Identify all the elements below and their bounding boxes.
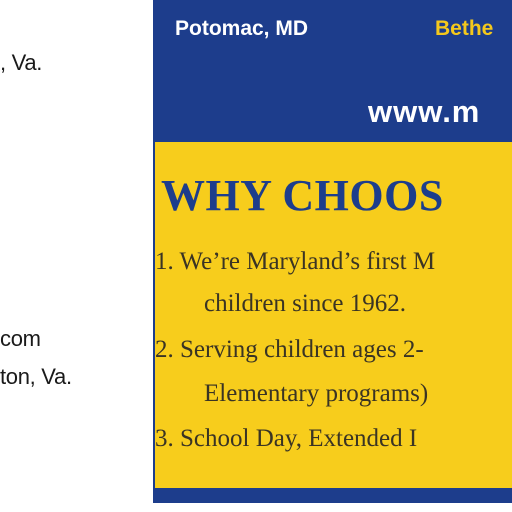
school-advertisement: [153, 0, 512, 503]
left-text-line-3: ton, Va.: [0, 364, 72, 389]
why-choose-headline: WHY CHOOS: [161, 171, 444, 220]
why-choose-box: [153, 140, 512, 490]
website-url[interactable]: www.m: [368, 94, 481, 129]
ad-top-strip: [153, 0, 512, 4]
list-item-2-cont: Elementary programs): [204, 380, 429, 407]
list-item-2: 2. Serving children ages 2-: [155, 336, 424, 363]
location-bethesda: Bethe: [435, 17, 494, 40]
left-text-line-2: com: [0, 326, 41, 351]
left-text-line-1: , Va.: [0, 50, 43, 75]
list-item-1: 1. We’re Maryland’s first M: [155, 248, 436, 275]
list-item-1-cont: children since 1962.: [204, 290, 407, 317]
ad-bottom-border: [153, 490, 512, 503]
list-item-3: 3. School Day, Extended I: [155, 425, 418, 452]
location-potomac: Potomac, MD: [175, 17, 309, 40]
